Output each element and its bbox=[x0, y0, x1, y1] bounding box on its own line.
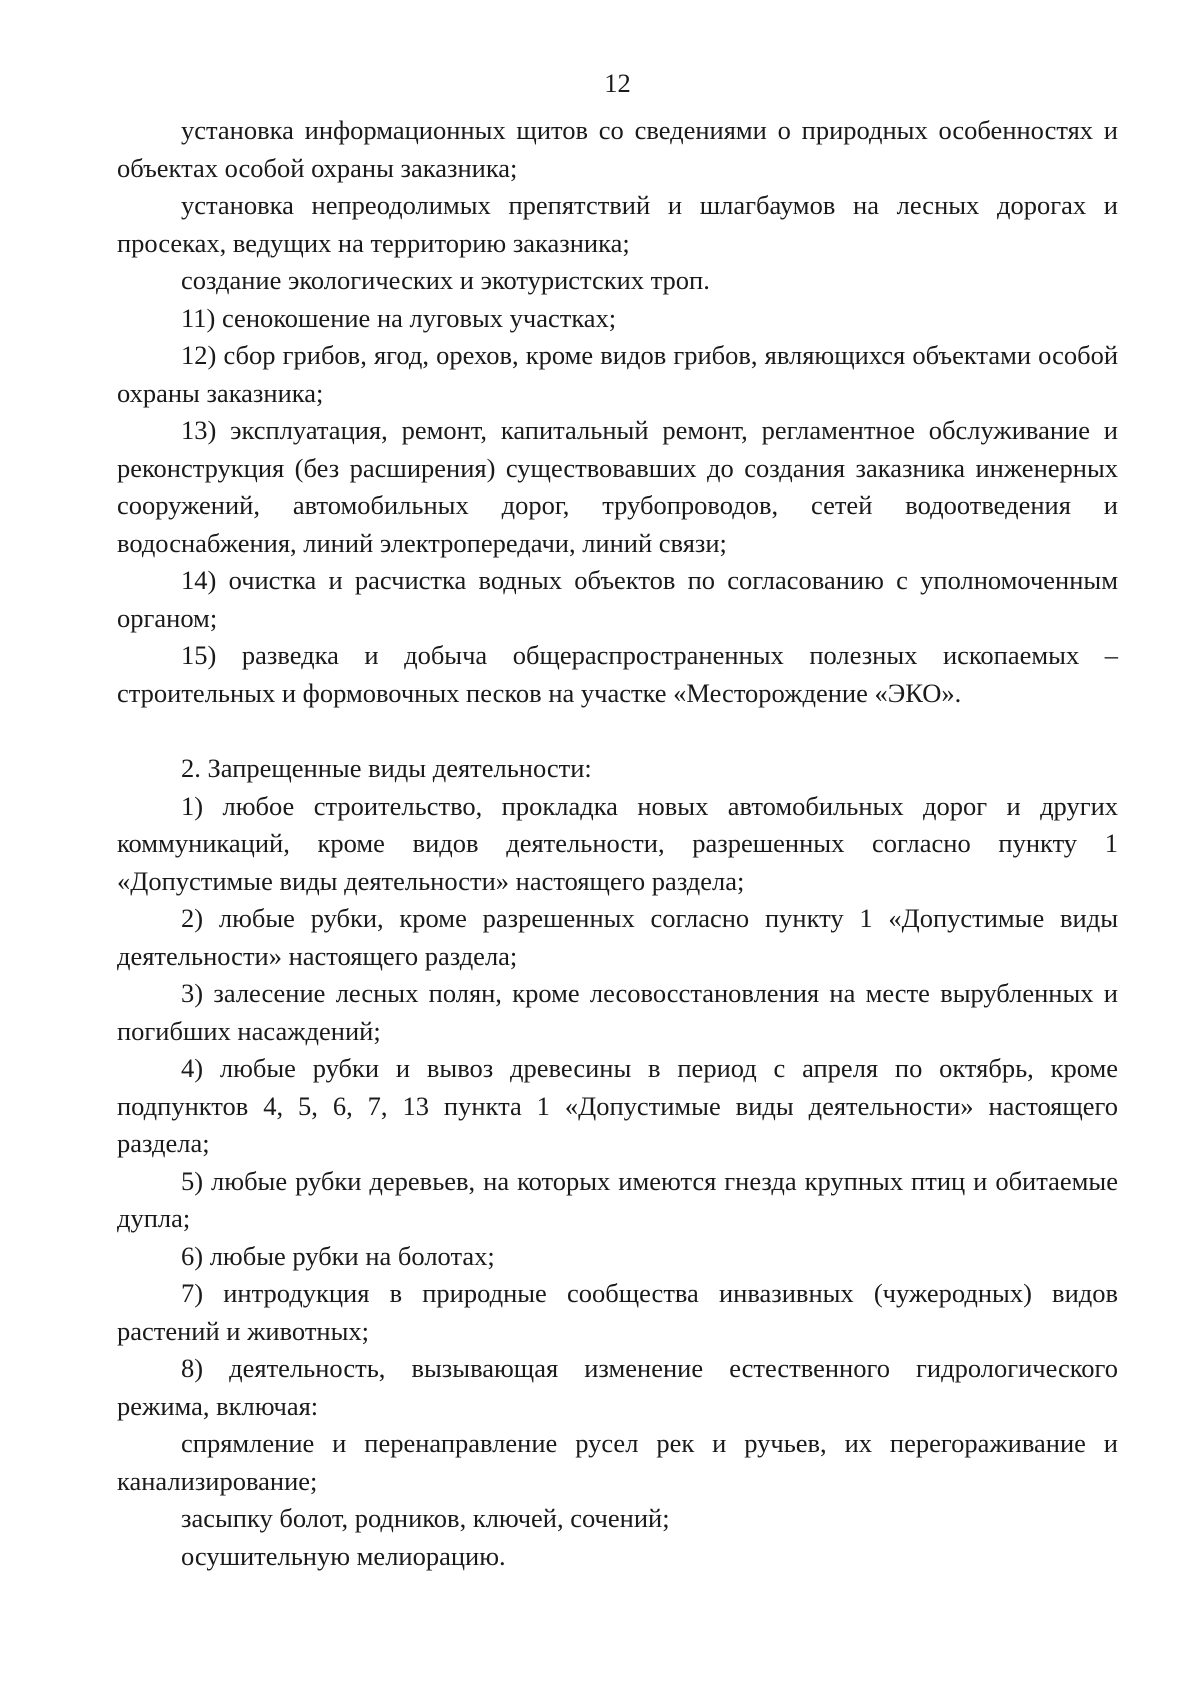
prohibited-item-1: 1) любое строительство, прокладка новых автомобильных дорог и других коммуникаций, кроме видов деятельности, разрешенных согласно пункту 1 «Допустимые виды деятельности» настоящего раздела; bbox=[117, 790, 1118, 896]
section-heading: 2. Запрещенные виды деятельности: bbox=[181, 753, 592, 783]
prohibited-item-8: 8) деятельность, вызывающая изменение естественного гидрологического режима, включая: bbox=[117, 1353, 1118, 1421]
prohibited-item-6: 6) любые рубки на болотах; bbox=[181, 1240, 495, 1271]
paragraph-barriers: установка непреодолимых препятствий и шлагбаумов на лесных дорогах и просеках, ведущих на территорию заказника; bbox=[117, 190, 1118, 258]
page-number: 12 bbox=[604, 68, 631, 98]
prohibited-item-7: 7) интродукция в природные сообщества инвазивных (чужеродных) видов растений и животных; bbox=[117, 1278, 1118, 1346]
prohibited-item-5: 5) любые рубки деревьев, на которых имеются гнезда крупных птиц и обитаемые дупла; bbox=[117, 1165, 1118, 1233]
prohibited-subitem-riverbeds: спрямление и перенаправление русел рек и ручьев, их перегораживание и канализирование; bbox=[117, 1428, 1118, 1496]
paragraph-info-boards: установка информационных щитов со сведениями о природных особенностях и объектах особой охраны заказника; bbox=[117, 115, 1118, 183]
prohibited-subitem-drainage: осушительную мелиорацию. bbox=[181, 1540, 506, 1571]
prohibited-subitem-backfill: засыпку болот, родников, ключей, сочений; bbox=[181, 1503, 670, 1533]
section-spacer bbox=[117, 712, 1118, 750]
paragraph-item-15: 15) разведка и добыча общераспространенных полезных ископаемых – строительных и формовочных песков на участке «Месторождение «ЭКО». bbox=[117, 640, 1118, 708]
paragraph-eco-trails: создание экологических и экотуристских троп. bbox=[181, 265, 710, 295]
prohibited-item-2: 2) любые рубки, кроме разрешенных согласно пункту 1 «Допустимые виды деятельности» настоящего раздела; bbox=[117, 903, 1118, 971]
paragraph-item-14: 14) очистка и расчистка водных объектов по согласованию с уполномоченным органом; bbox=[117, 565, 1118, 633]
paragraph-item-13: 13) эксплуатация, ремонт, капитальный ремонт, регламентное обслуживание и реконструкция (без расширения) существовавших до создания заказника инженерных сооружений, автомобильных дорог, трубопроводов, сетей водоотведения и водоснабжения, линий электропередачи, линий связи; bbox=[117, 415, 1118, 558]
paragraph-item-12: 12) сбор грибов, ягод, орехов, кроме видов грибов, являющихся объектами особой охраны заказника; bbox=[117, 340, 1118, 408]
paragraph-item-11: 11) сенокошение на луговых участках; bbox=[181, 302, 617, 333]
prohibited-item-4: 4) любые рубки и вывоз древесины в период с апреля по октябрь, кроме подпунктов 4, 5, 6, 7, 13 пункта 1 «Допустимые виды деятельности» настоящего раздела; bbox=[117, 1053, 1118, 1158]
prohibited-item-3: 3) залесение лесных полян, кроме лесовосстановления на месте вырубленных и погибших насаждений; bbox=[117, 978, 1118, 1046]
